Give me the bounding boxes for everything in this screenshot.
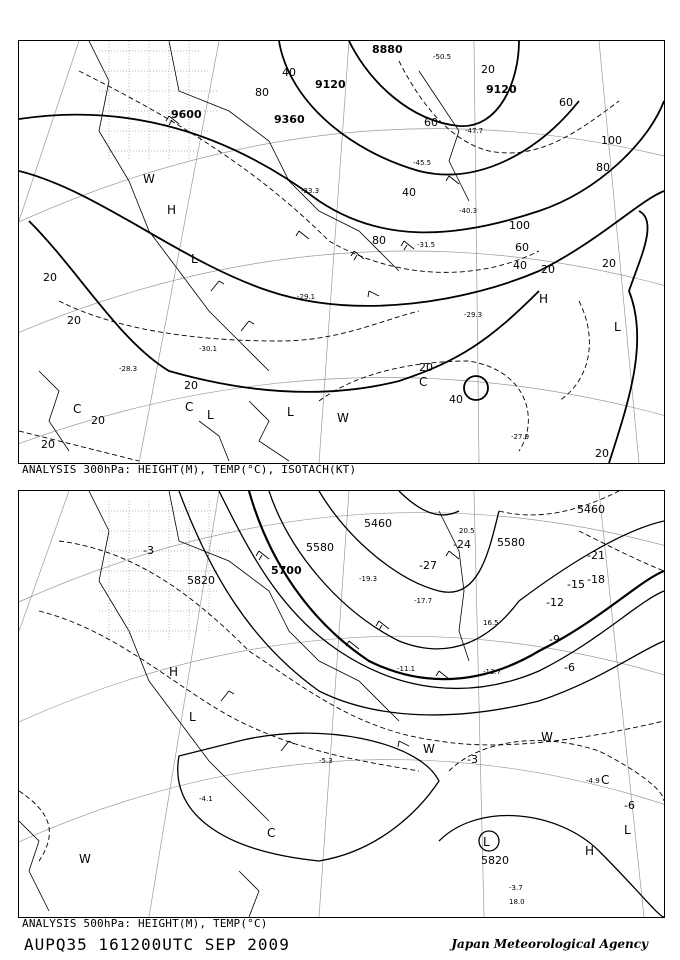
- isotach-label: 20: [595, 447, 609, 460]
- cold-mark: C: [185, 400, 194, 414]
- height-label: 5580: [497, 536, 525, 549]
- height-label: 9360: [274, 113, 305, 126]
- temp-label: -27.9: [511, 433, 530, 441]
- low-center: L: [624, 823, 631, 837]
- low-center: L: [287, 405, 294, 419]
- warm-mark: W: [337, 411, 349, 425]
- warm-mark: W: [143, 172, 155, 186]
- caption-500hpa: ANALYSIS 500hPa: HEIGHT(M), TEMP(°C): [22, 917, 268, 930]
- height-label: 5460: [577, 503, 605, 516]
- height-label: 5580: [306, 541, 334, 554]
- isotach-label: 20: [41, 438, 55, 451]
- warm-mark: W: [541, 730, 553, 744]
- hatched-area: [99, 501, 229, 641]
- temp-contour-label: -27: [419, 559, 437, 572]
- isotach-label: 60: [559, 96, 573, 109]
- height-label: 5700: [271, 564, 302, 577]
- isotach-label: 40: [449, 393, 463, 406]
- temp-label: -50.5: [433, 53, 452, 61]
- isotach-label: 80: [596, 161, 610, 174]
- temp-contour-label: -18: [587, 573, 605, 586]
- isotach-label: 60: [424, 116, 438, 129]
- temp-contour-label: -24: [453, 538, 471, 551]
- low-center: L: [207, 408, 214, 422]
- temp-label: -45.5: [413, 159, 432, 167]
- temp-label: -4.9: [586, 777, 600, 785]
- temperature-contours: [19, 491, 664, 861]
- high-center: H: [585, 844, 595, 858]
- temp-label: -33.3: [301, 187, 320, 195]
- agency-name: Japan Meteorological Agency: [451, 937, 648, 951]
- temp-label: -19.3: [359, 575, 378, 583]
- height-label: 9120: [486, 83, 517, 96]
- temp-contour-label: -6: [564, 661, 575, 674]
- temp-contour-label: -21: [587, 549, 605, 562]
- temp-label: -13.7: [483, 668, 502, 676]
- height-label: 9120: [315, 78, 346, 91]
- temp-contour-label: -12: [546, 596, 564, 609]
- temp-label: -29.3: [464, 311, 483, 319]
- low-center: L: [191, 252, 198, 266]
- isotachs: [19, 61, 619, 461]
- isotach-label: 80: [372, 234, 386, 247]
- warm-mark: W: [423, 742, 435, 756]
- temp-contour-label: -3: [467, 753, 478, 766]
- chart-panel-300hpa: [18, 40, 665, 464]
- low-center: L: [189, 710, 196, 724]
- isotach-label: 40: [402, 186, 416, 199]
- cold-mark: C: [419, 375, 428, 389]
- temp-label: -28.3: [119, 365, 138, 373]
- isotach-label: 20: [91, 414, 105, 427]
- temp-label: -31.5: [417, 241, 436, 249]
- temp-contour-label: -3: [143, 544, 154, 557]
- temp-label: -5.3: [319, 757, 333, 765]
- temp-label: -30.1: [199, 345, 218, 353]
- isotach-label: 20: [43, 271, 57, 284]
- isotach-label: 20: [184, 379, 198, 392]
- chart-500hpa: [19, 491, 664, 917]
- caption-300hpa: ANALYSIS 300hPa: HEIGHT(M), TEMP(°C), ISOTACH(KT): [22, 463, 357, 476]
- temp-label: -47.7: [465, 127, 484, 135]
- cold-mark: C: [601, 773, 610, 787]
- temp-label: -29.1: [297, 293, 316, 301]
- high-center: H: [539, 292, 549, 306]
- temp-label: -4.1: [199, 795, 213, 803]
- height-label: 5820: [187, 574, 215, 587]
- graticule: [19, 491, 664, 917]
- isotach-label: 20: [602, 257, 616, 270]
- low-center: L: [483, 835, 490, 849]
- cold-mark: C: [267, 826, 276, 840]
- isotach-label: 60: [515, 241, 529, 254]
- temp-label: 18.0: [509, 898, 525, 906]
- bulletin-code: AUPQ35 161200UTC SEP 2009: [24, 935, 290, 954]
- isotach-label: 40: [282, 66, 296, 79]
- temp-label: -3.7: [509, 884, 523, 892]
- hatched-area: [99, 41, 219, 161]
- temp-contour-label: -9: [549, 633, 560, 646]
- temp-label: 20.5: [459, 527, 475, 535]
- chart-panel-500hpa: [18, 490, 665, 918]
- temp-label: -11.1: [397, 665, 416, 673]
- high-center: H: [167, 203, 177, 217]
- height-label: 5820: [481, 854, 509, 867]
- height-label: 9600: [171, 108, 202, 121]
- height-label: 8880: [372, 43, 403, 56]
- isotach-label: 20: [67, 314, 81, 327]
- isotach-label: 20: [541, 263, 555, 276]
- height-label: 5460: [364, 517, 392, 530]
- temp-contour-label: -15: [567, 578, 585, 591]
- chart-300hpa: [19, 41, 664, 463]
- warm-mark: W: [79, 852, 91, 866]
- high-center: H: [169, 665, 179, 679]
- temp-label: -40.3: [459, 207, 478, 215]
- temp-label: 16.5: [483, 619, 499, 627]
- isotach-label: 20: [481, 63, 495, 76]
- temp-contour-label: -6: [624, 799, 635, 812]
- isotach-label: 80: [255, 86, 269, 99]
- low-center: L: [614, 320, 621, 334]
- isotach-label: 20: [419, 361, 433, 374]
- temp-label: -17.7: [414, 597, 433, 605]
- isotach-label: 40: [513, 259, 527, 272]
- cold-mark: C: [73, 402, 82, 416]
- isotach-label: 100: [509, 219, 530, 232]
- isotach-label: 100: [601, 134, 622, 147]
